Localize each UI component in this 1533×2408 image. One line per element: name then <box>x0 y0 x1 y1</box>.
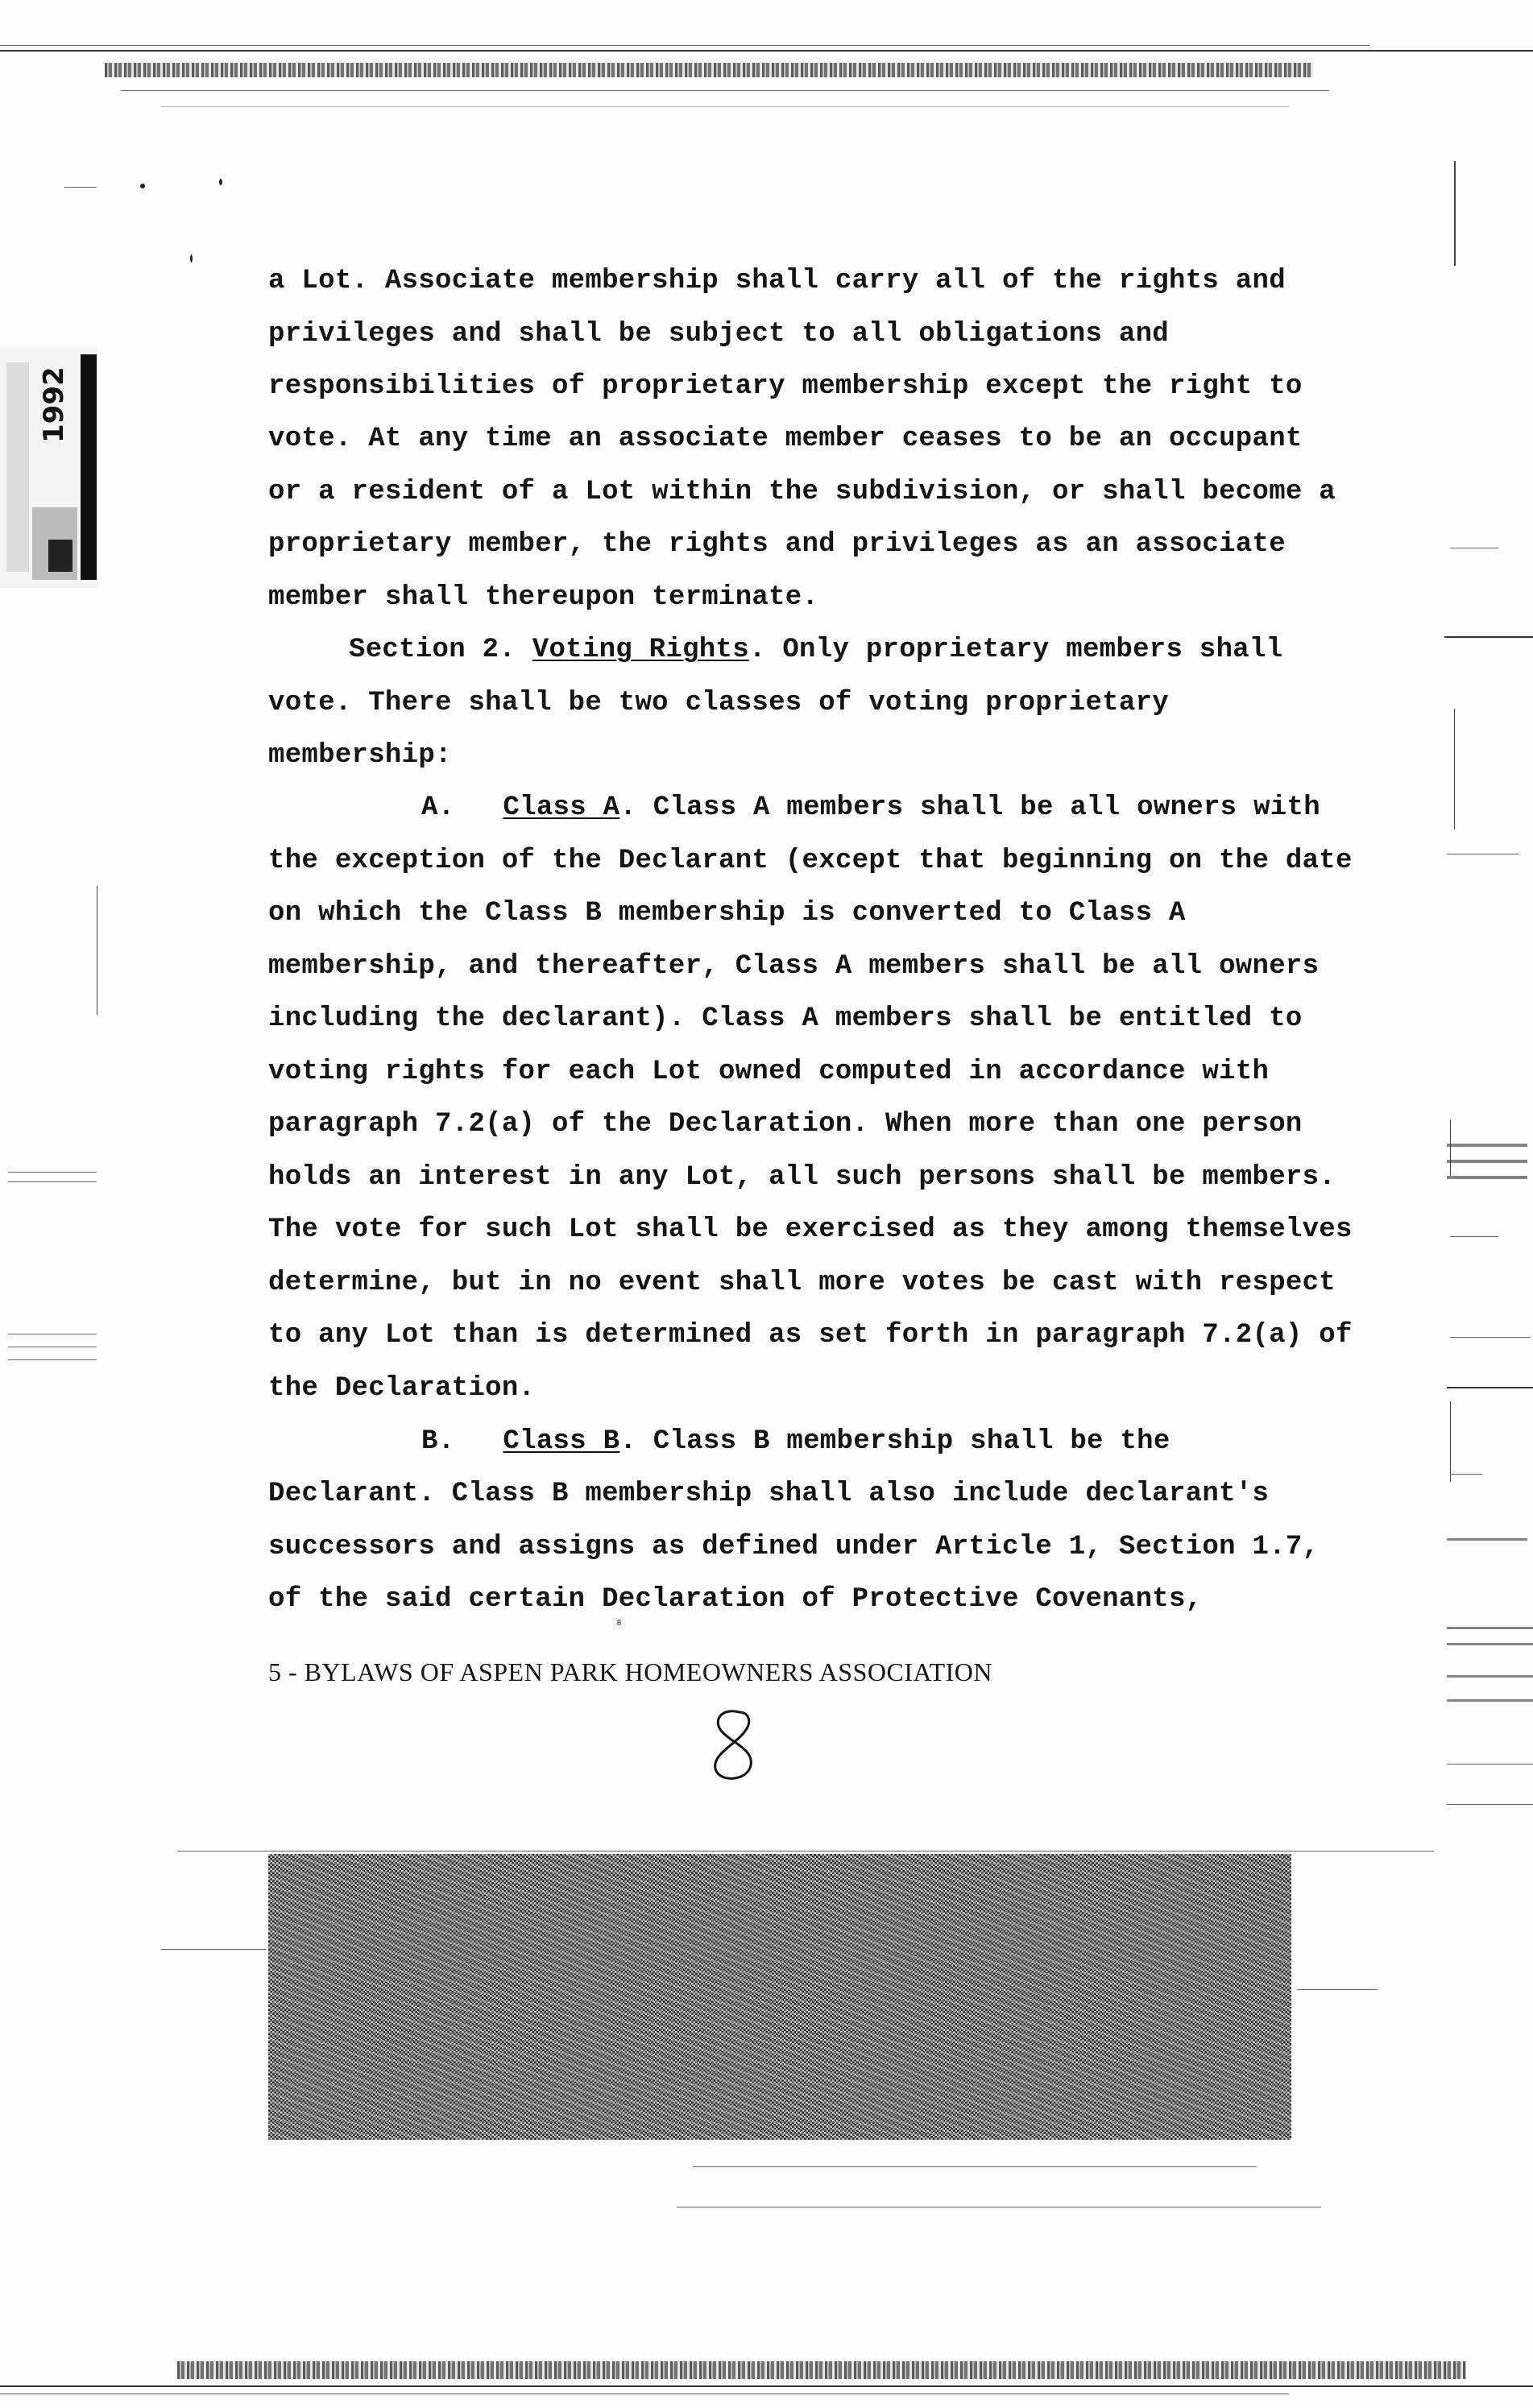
text-line: including the declarant). Class A members shall be entitled to <box>268 1003 1303 1034</box>
text-line: responsibilities of proprietary membership except the right to <box>268 371 1303 402</box>
right-margin-line <box>1447 1643 1533 1645</box>
margin-line <box>8 1181 97 1182</box>
margin-line <box>64 187 97 188</box>
right-margin-line <box>1447 1160 1527 1163</box>
text-line: membership: <box>268 740 452 771</box>
scan-dot <box>140 184 145 188</box>
page-footer: 5 - BYLAWS OF ASPEN PARK HOMEOWNERS ASSOCIATION <box>268 1657 992 1686</box>
right-margin-line <box>1444 636 1533 638</box>
right-margin-line <box>1447 1627 1533 1629</box>
text-line: vote. There shall be two classes of voting proprietary <box>268 688 1169 718</box>
text-line: privileges and shall be subject to all obligations and <box>268 319 1169 350</box>
text-line: or a resident of a Lot within the subdivision, or shall become a <box>268 477 1336 507</box>
top-scan-line <box>161 106 1289 107</box>
right-margin-line <box>1447 1176 1527 1179</box>
text-line: member shall thereupon terminate. <box>268 582 819 613</box>
text-line: the Declaration. <box>268 1373 536 1404</box>
class-b-heading: Class B <box>503 1426 620 1457</box>
class-a-label: A. <box>421 792 455 823</box>
top-scan-line <box>0 50 1533 52</box>
bottom-scan-line <box>161 1949 266 1950</box>
text-line: to any Lot than is determined as set forth in paragraph 7.2(a) of <box>268 1320 1353 1351</box>
margin-line <box>8 1172 97 1173</box>
text-line: the exception of the Declarant (except that beginning on the date <box>268 846 1353 876</box>
recording-stamp <box>0 346 98 588</box>
section-2-heading-line <box>349 635 1282 665</box>
redacted-dither-block <box>268 1854 1291 2140</box>
section-label: Section 2. <box>349 635 532 665</box>
right-margin-line <box>1447 1538 1527 1541</box>
top-scan-line <box>0 45 1369 46</box>
section-heading-rest: . Only proprietary members shall <box>748 635 1283 665</box>
right-margin-line <box>1450 1337 1531 1338</box>
right-margin-line <box>1447 1699 1533 1702</box>
text-line: paragraph 7.2(a) of the Declaration. When more than one person <box>268 1109 1303 1140</box>
right-margin-line <box>1447 1675 1533 1678</box>
class-a-heading-rest: . Class A members shall be all owners with <box>619 792 1320 823</box>
bottom-scan-line <box>693 2166 1257 2167</box>
text-line: Declarant. Class B membership shall also include declarant's <box>268 1479 1270 1509</box>
right-margin-line <box>1450 1401 1451 1482</box>
right-margin-line <box>1447 1804 1533 1805</box>
text-line: voting rights for each Lot owned computed in accordance with <box>268 1057 1270 1087</box>
class-b-label: B. <box>421 1426 455 1457</box>
class-b-heading-rest: . Class B membership shall be the <box>619 1426 1170 1457</box>
text-line: membership, and thereafter, Class A members shall be all owners <box>268 951 1320 982</box>
right-margin-line <box>1454 709 1455 830</box>
right-margin-line <box>1447 1387 1533 1388</box>
text-line: a Lot. Associate membership shall carry all of the rights and <box>268 266 1286 296</box>
text-line: on which the Class B membership is converted to Class A <box>268 898 1186 929</box>
text-line: proprietary member, the rights and privileges as an associate <box>268 529 1286 560</box>
text-line: holds an interest in any Lot, all such persons shall be members. <box>268 1162 1336 1193</box>
text-line: determine, but in no event shall more votes be cast with respect <box>268 1268 1336 1298</box>
text-line: successors and assigns as defined under Article 1, Section 1.7, <box>268 1532 1320 1562</box>
bottom-scan-line <box>0 2385 1533 2387</box>
top-scan-band <box>105 63 1313 77</box>
right-margin-line <box>1447 1764 1533 1765</box>
text-line: The vote for such Lot shall be exercised as they among themselves <box>268 1214 1353 1245</box>
class-a-heading-line <box>421 792 1320 823</box>
margin-line <box>8 1359 97 1360</box>
class-b-heading-line <box>421 1426 1170 1457</box>
top-scan-line <box>121 90 1329 91</box>
bottom-scan-line <box>177 1851 1434 1852</box>
scan-dot <box>190 254 193 263</box>
class-a-heading: Class A <box>503 792 620 823</box>
right-margin-line <box>1450 1474 1482 1475</box>
right-margin-line <box>1454 161 1456 266</box>
right-margin-line <box>1450 1236 1498 1237</box>
voting-rights-heading: Voting Rights <box>532 635 749 665</box>
text-line: vote. At any time an associate member ceases to be an occupant <box>268 424 1303 454</box>
handwritten-page-number <box>617 1619 770 1786</box>
scan-dot <box>219 179 222 185</box>
bottom-scan-line <box>1297 1989 1378 1990</box>
page-number-value: 8 <box>617 1619 621 1628</box>
right-margin-line <box>1447 1144 1527 1147</box>
bottom-scan-band <box>177 2361 1466 2379</box>
right-margin-line <box>1450 1119 1451 1176</box>
text-line: of the said certain Declaration of Protective Covenants, <box>268 1584 1203 1615</box>
stamp-year: 1992 <box>38 366 70 443</box>
